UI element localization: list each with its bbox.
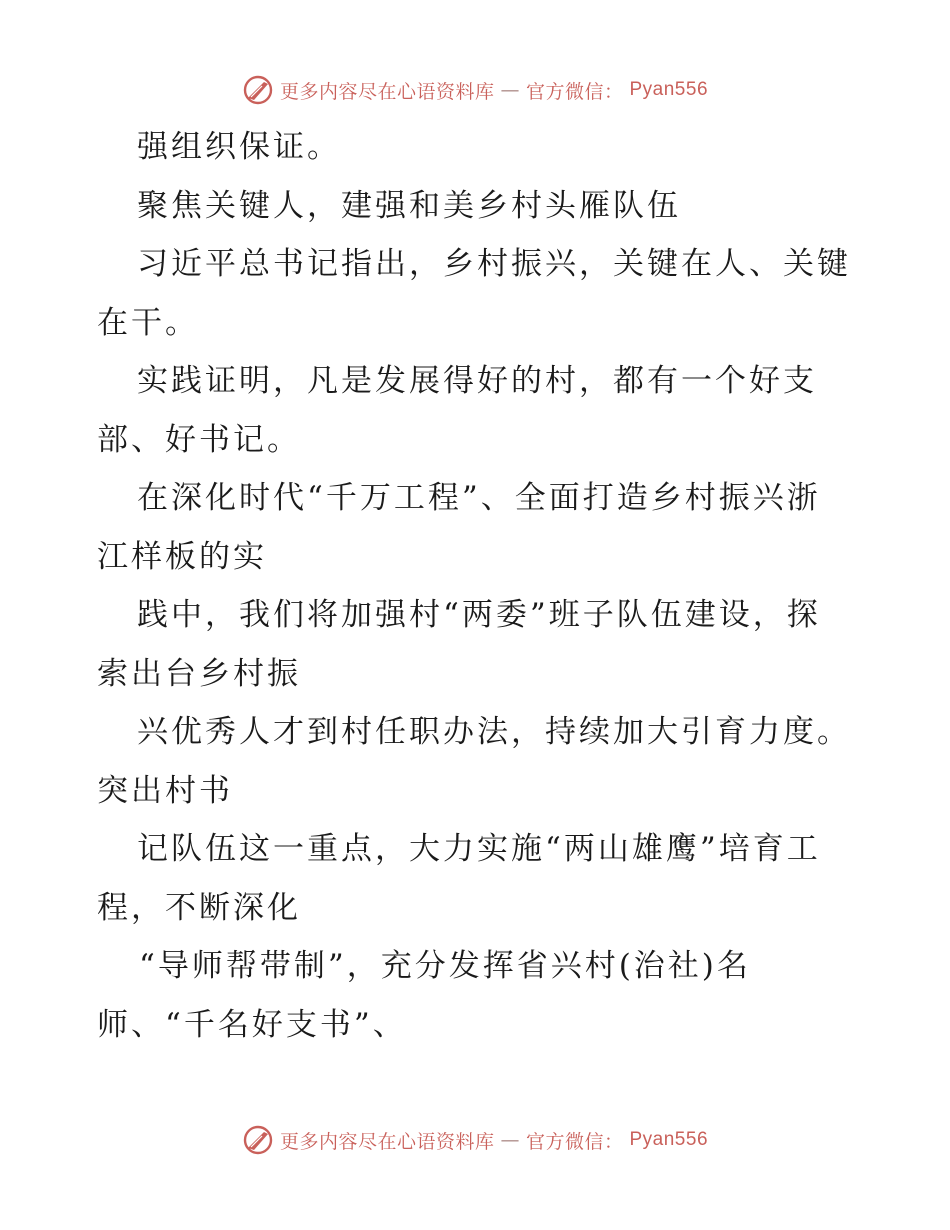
quill-seal-logo-icon	[242, 74, 274, 106]
text-line: 江样板的实	[97, 538, 267, 575]
watermark-label: 官方微信：	[525, 1130, 624, 1153]
header-watermark	[0, 74, 950, 106]
text-line: 在干。	[97, 304, 199, 341]
text-line: 在深化时代“千万工程”、全面打造乡村振兴浙	[137, 480, 821, 516]
watermark-label: 官方微信：	[525, 80, 624, 103]
text-line: “导师帮带制”，充分发挥省兴村(治社)名	[139, 948, 751, 984]
text-line: 记队伍这一重点，大力实施“两山雄鹰”培育工	[137, 831, 821, 867]
text-line: 实践证明，凡是发展得好的村，都有一个好支	[137, 363, 817, 399]
text-line: 践中，我们将加强村“两委”班子队伍建设，探	[137, 597, 821, 633]
text-line: 兴优秀人才到村任职办法，持续加大引育力度。	[137, 714, 851, 750]
document-body	[97, 118, 857, 1054]
quill-seal-logo-icon	[242, 1124, 274, 1156]
text-line: 强组织保证。	[137, 129, 341, 165]
text-line: 索出台乡村振	[97, 655, 301, 692]
watermark-text: 更多内容尽在心语资料库	[279, 80, 495, 103]
text-line: 突出村书	[97, 772, 233, 809]
watermark-account: Pyan556	[629, 79, 709, 100]
text-line: 部、好书记。	[97, 421, 301, 458]
watermark-text: 更多内容尽在心语资料库	[279, 1130, 495, 1153]
watermark-separator: —	[500, 1129, 520, 1151]
footer-watermark	[0, 1124, 950, 1156]
text-line: 程，不断深化	[97, 889, 301, 926]
text-line: 习近平总书记指出，乡村振兴，关键在人、关键	[137, 246, 851, 282]
watermark-separator: —	[500, 79, 520, 101]
text-line: 师、“千名好支书”、	[97, 1006, 407, 1043]
watermark-account: Pyan556	[629, 1129, 709, 1150]
text-line: 聚焦关键人，建强和美乡村头雁队伍	[137, 187, 681, 224]
